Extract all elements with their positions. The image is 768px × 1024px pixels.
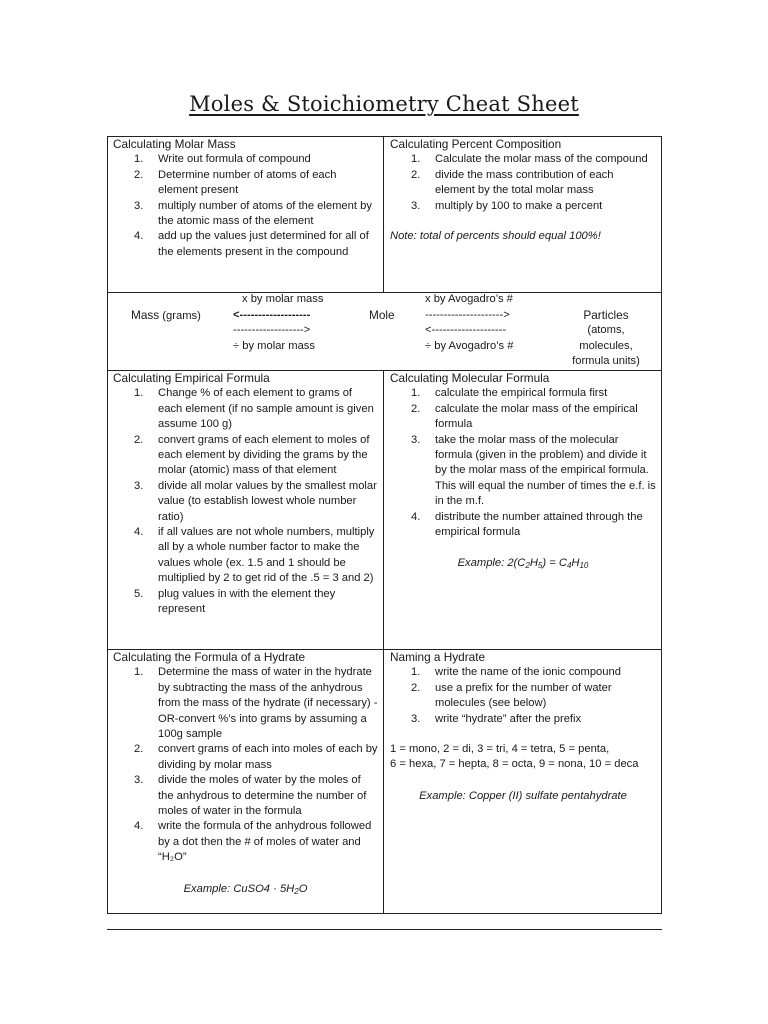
example-text: ) = C (542, 557, 567, 570)
section-title: Calculating the Formula of a Hydrate (113, 650, 306, 664)
step-text: Change % of each element to grams of each element (if no sample amount is given assume 100 g) (158, 387, 374, 431)
particles-to-mole-arrow: <-------------------- (425, 324, 507, 336)
hydrate-formula-section (113, 650, 378, 897)
mole-to-particles-arrow: ---------------------> (425, 309, 510, 321)
mass-to-mole-label: x by molar mass (242, 293, 324, 305)
list-item: 2. use a prefix for the number of water molecules (see below) (411, 681, 612, 710)
molecular-formula-example (390, 556, 656, 571)
particles-to-mole-label: ÷ by Avogadro’s # (425, 340, 514, 352)
step-text: add up the values just determined for all of the elements present in the compound (158, 230, 369, 258)
step-text: multiply number of atoms of the element by the atomic mass of the element (158, 199, 372, 228)
mass-label-group (131, 308, 201, 324)
example-text: O (298, 882, 308, 895)
mass-to-mole-arrow: -------------------> (233, 324, 311, 336)
list-item: 1. calculate the empirical formula first (411, 387, 608, 400)
mass-label: Mass (131, 308, 160, 322)
mole-to-particles-label: x by Avogadro’s # (425, 293, 513, 305)
list-item: 3. multiply by 100 to make a percent (411, 199, 603, 212)
list-item: 3. take the molar mass of the molecular formula (given in the problem) and divide it by the molar mass of the empirical formula. This will equal the number of times the e.f. is in the m.f. (411, 433, 656, 508)
section-title: Naming a Hydrate (390, 650, 486, 664)
subscript: 2 (294, 886, 299, 896)
list-item: 3. multiply number of atoms of the element by the atomic mass of the element (134, 199, 372, 228)
row-divider (107, 292, 662, 293)
mole-to-mass-arrow: <------------------- (233, 309, 311, 321)
step-text: plug values in with the element they represent (158, 587, 336, 616)
section-title: Calculating Molar Mass (113, 137, 236, 151)
step-text: write the name of the ionic compound (435, 666, 621, 679)
subscript: 2 (525, 561, 530, 571)
column-divider (383, 136, 384, 292)
list-item: 4. add up the values just determined for all of the elements present in the compound (134, 230, 369, 258)
step-text: divide the moles of water by the moles of the anhydrous to determine the number of moles of water in the formula (158, 774, 367, 818)
molar-mass-section (113, 137, 378, 260)
mole-label: Mole (369, 308, 395, 322)
step-text: calculate the molar mass of the empirical formula (435, 402, 638, 431)
subscript: 4 (566, 561, 572, 571)
list-item: 2. convert grams of each into moles of each by dividing by molar mass (134, 743, 378, 771)
step-text: Determine number of atoms of each element present (158, 168, 337, 197)
list-item: 3. write “hydrate” after the prefix (411, 712, 582, 725)
list-item: 3. divide the moles of water by the moles of the anhydrous to determine the number of moles of water in the formula (134, 774, 367, 818)
step-text: distribute the number attained through the empirical formula (435, 510, 643, 539)
step-text: calculate the empirical formula first (435, 387, 608, 400)
hydrate-formula-example (113, 882, 378, 897)
step-text: multiply by 100 to make a percent (435, 199, 603, 212)
step-text: divide the mass contribution of each element by the total molar mass (435, 168, 614, 197)
list-item: 4. write the formula of the anhydrous followed by a dot then the # of moles of water and “H₂O” (134, 820, 372, 864)
empirical-formula-steps (113, 386, 378, 617)
step-text: convert grams of each element to moles of each element by dividing the grams by the molar (atomic) mass of that element (158, 433, 370, 477)
particles-detail: molecules, (579, 339, 633, 352)
percent-note: Note: total of percents should equal 100%! (390, 230, 601, 243)
example-text: Example: 2(C (457, 557, 526, 570)
subscript: 5 (537, 561, 543, 571)
list-item: 1. Write out formula of compound (134, 153, 311, 166)
page-title: Moles & Stoichiometry Cheat Sheet (189, 92, 579, 116)
list-item: 1. Calculate the molar mass of the compound (411, 153, 648, 166)
molecular-formula-steps (390, 386, 656, 540)
particles-detail: (atoms, (587, 324, 625, 337)
example-text: H (571, 557, 580, 570)
step-text: write “hydrate” after the prefix (435, 712, 582, 725)
mole-to-mass-label: ÷ by molar mass (233, 340, 315, 352)
naming-hydrate-example: Example: Copper (II) sulfate pentahydrate (419, 789, 627, 802)
list-item: 2. calculate the molar mass of the empirical formula (411, 402, 638, 431)
naming-hydrate-steps (390, 665, 656, 727)
step-text: use a prefix for the number of water molecules (see below) (435, 681, 612, 710)
footer-rule (107, 929, 662, 930)
step-text: if all values are not whole numbers, multiply all by a whole number factor to make the values whole (ex. 1.5 and 1 should be multiplied by 2 to get rid of the .5 = 3 and 2) (158, 526, 375, 585)
list-item: 2. divide the mass contribution of each element by the total molar mass (411, 168, 614, 197)
list-item: 3. divide all molar values by the smallest molar value (to establish lowest whole number ratio) (134, 479, 377, 523)
step-text: Calculate the molar mass of the compound (435, 153, 648, 166)
empirical-formula-section (113, 371, 378, 618)
list-item: 4. distribute the number attained through the empirical formula (411, 510, 643, 539)
percent-composition-steps (390, 152, 656, 214)
particles-label: Particles (583, 308, 629, 322)
list-item: 5. plug values in with the element they represent (134, 587, 336, 616)
particles-group (556, 308, 656, 370)
example-text: H (529, 557, 538, 570)
section-title: Calculating Empirical Formula (113, 371, 270, 385)
step-text: convert grams of each into moles of each by dividing by molar mass (158, 743, 378, 771)
prefix-list: 6 = hexa, 7 = hepta, 8 = octa, 9 = nona, 10 = deca (390, 758, 639, 771)
prefix-list: 1 = mono, 2 = di, 3 = tri, 4 = tetra, 5 = penta, (390, 743, 610, 756)
list-item: 4. if all values are not whole numbers, multiply all by a whole number factor to make the values whole (ex. 1.5 and 1 should be multiplied by 2 to get rid of the .5 = 3 and 2) (134, 526, 375, 585)
mass-unit: (grams) (162, 310, 201, 322)
naming-hydrate-section (390, 650, 656, 804)
hydrate-formula-steps (113, 665, 378, 865)
step-text: divide all molar values by the smallest molar value (to establish lowest whole number ratio) (158, 479, 377, 523)
molecular-formula-section (390, 371, 656, 572)
list-item: 1. Determine the mass of water in the hydrate by subtracting the mass of the anhydrous from the mass of the hydrate (if necessary) -OR-convert %’s into grams by assuming a 100g sample (134, 666, 378, 741)
list-item: 1. write the name of the ionic compound (411, 666, 621, 679)
list-item: 2. Determine number of atoms of each element present (134, 168, 337, 197)
column-divider (383, 370, 384, 914)
subscript: 10 (579, 561, 589, 571)
particles-detail: formula units) (572, 355, 640, 368)
step-text: Write out formula of compound (158, 153, 311, 166)
step-text: write the formula of the anhydrous followed by a dot then the # of moles of water and “H₂O” (158, 820, 372, 864)
example-text: Example: CuSO4 · 5H (183, 882, 295, 895)
percent-composition-section (390, 137, 656, 244)
molar-mass-steps (113, 152, 378, 260)
step-text: take the molar mass of the molecular formula (given in the problem) and divide it by the molar mass of the empirical formula. This will equal the number of times the e.f. is in the m.f. (435, 433, 656, 508)
list-item: 1. Change % of each element to grams of each element (if no sample amount is given assume 100 g) (134, 387, 374, 431)
step-text: Determine the mass of water in the hydrate by subtracting the mass of the anhydrous from the mass of the hydrate (if necessary) -OR-convert %’s into grams by assuming a 100g sample (158, 666, 378, 741)
section-title: Calculating Molecular Formula (390, 371, 550, 385)
section-title: Calculating Percent Composition (390, 137, 562, 151)
list-item: 2. convert grams of each element to moles of each element by dividing the grams by the molar (atomic) mass of that element (134, 433, 370, 477)
